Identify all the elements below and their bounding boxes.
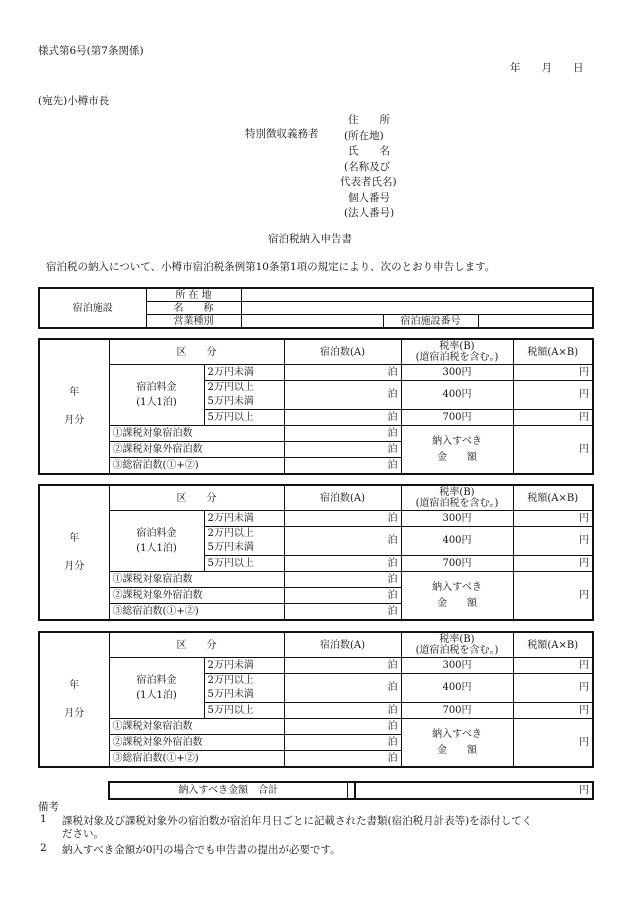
due-label-2: 金 額 bbox=[437, 744, 477, 756]
fee-label-1: 宿泊料金 bbox=[136, 528, 177, 539]
due-label-2: 金 額 bbox=[437, 451, 477, 463]
monthly-block-3 bbox=[38, 631, 594, 768]
sum-2-label: ②課税対象外宿泊数 bbox=[109, 442, 284, 458]
tax-3[interactable]: 円 bbox=[513, 410, 593, 426]
addressee: (宛先)小樽市長 bbox=[38, 95, 110, 107]
field-number-sub: (法人番号) bbox=[344, 207, 395, 219]
rate-2: 400円 bbox=[401, 527, 513, 556]
intro-text: 宿泊税の納入について、小樽市宿泊税条例第10条第1項の規定により、次のとおり申告します。 bbox=[46, 261, 496, 273]
header-tax: 税額(A×B) bbox=[513, 632, 593, 658]
sum-1-count[interactable]: 泊 bbox=[284, 426, 401, 442]
monthly-block-2 bbox=[38, 484, 594, 621]
note-1: 課税対象及び課税対象外の宿泊数が宿泊年月日ごとに記載された書類(宿泊税月計表等)を添付してく bbox=[62, 815, 533, 827]
sum-1-label: ①課税対象宿泊数 bbox=[109, 572, 284, 588]
monthly-block-1 bbox=[38, 338, 594, 475]
band-2a: 2万円以上 bbox=[207, 382, 254, 393]
due-amount[interactable]: 円 bbox=[513, 572, 593, 621]
count-3[interactable]: 泊 bbox=[284, 556, 401, 572]
count-2[interactable]: 泊 bbox=[284, 381, 401, 410]
band-2 bbox=[204, 527, 284, 556]
band-2b: 5万円未満 bbox=[207, 542, 254, 553]
facility-address-field[interactable] bbox=[241, 288, 593, 302]
header-count: 宿泊数(A) bbox=[284, 339, 401, 365]
tax-1[interactable]: 円 bbox=[513, 511, 593, 527]
fee-label-1: 宿泊料金 bbox=[136, 382, 177, 393]
header-kubun: 区 分 bbox=[109, 485, 284, 511]
month-year: 年 bbox=[69, 532, 80, 544]
count-1[interactable]: 泊 bbox=[284, 658, 401, 674]
band-3: 5万円以上 bbox=[204, 410, 284, 426]
band-2b: 5万円未満 bbox=[207, 396, 254, 407]
fee-label-2: (1人1泊) bbox=[136, 397, 177, 408]
facility-label: 宿泊施設 bbox=[39, 288, 146, 328]
field-address-sub: (所在地) bbox=[344, 129, 384, 142]
month-year: 年 bbox=[69, 679, 80, 691]
rate-1: 300円 bbox=[401, 658, 513, 674]
band-2a: 2万円以上 bbox=[207, 675, 254, 686]
note-1-cont: ださい。 bbox=[62, 828, 104, 840]
due-label-2: 金 額 bbox=[437, 597, 477, 609]
facility-name-label: 名 称 bbox=[146, 302, 241, 315]
total-label: 納入すべき金額 合計 bbox=[109, 782, 347, 799]
obligor-label: 特別徴収義務者 bbox=[245, 128, 319, 140]
header-tax: 税額(A×B) bbox=[513, 339, 593, 365]
due-label bbox=[401, 572, 513, 621]
header-rate-2: (道宿泊税を含む。) bbox=[415, 498, 499, 509]
sum-2-count[interactable]: 泊 bbox=[284, 735, 401, 751]
header-rate bbox=[401, 485, 513, 511]
tax-2[interactable]: 円 bbox=[513, 381, 593, 410]
month-label: 月分 bbox=[64, 414, 85, 426]
due-label-1: 納入すべき bbox=[432, 435, 482, 447]
facility-name-field[interactable] bbox=[241, 302, 593, 315]
form-number: 様式第6号(第7条関係) bbox=[38, 45, 144, 57]
header-kubun: 区 分 bbox=[109, 632, 284, 658]
due-label-1: 納入すべき bbox=[432, 728, 482, 740]
facility-number-field[interactable] bbox=[478, 315, 593, 329]
due-amount[interactable]: 円 bbox=[513, 719, 593, 768]
facility-table bbox=[38, 287, 594, 329]
rate-3: 700円 bbox=[401, 556, 513, 572]
sum-3-label: ③総宿泊数(①+②) bbox=[109, 458, 284, 475]
count-3[interactable]: 泊 bbox=[284, 410, 401, 426]
header-kubun: 区 分 bbox=[109, 339, 284, 365]
band-2a: 2万円以上 bbox=[207, 528, 254, 539]
month-cell[interactable] bbox=[39, 632, 109, 767]
form-title: 宿泊税納入申告書 bbox=[268, 233, 352, 245]
facility-type-field[interactable] bbox=[241, 315, 383, 329]
month-cell[interactable] bbox=[39, 485, 109, 620]
month-year: 年 bbox=[69, 386, 80, 398]
fee-label bbox=[109, 658, 204, 719]
header-tax: 税額(A×B) bbox=[513, 485, 593, 511]
sum-3-label: ③総宿泊数(①+②) bbox=[109, 604, 284, 621]
tax-1[interactable]: 円 bbox=[513, 365, 593, 381]
sum-3-count[interactable]: 泊 bbox=[284, 458, 401, 475]
tax-2[interactable]: 円 bbox=[513, 527, 593, 556]
header-count: 宿泊数(A) bbox=[284, 632, 401, 658]
header-rate bbox=[401, 632, 513, 658]
header-rate-2: (道宿泊税を含む。) bbox=[415, 645, 499, 656]
count-2[interactable]: 泊 bbox=[284, 674, 401, 703]
month-label: 月分 bbox=[64, 560, 85, 572]
field-name-sub: (名称及び bbox=[344, 160, 391, 173]
header-rate bbox=[401, 339, 513, 365]
note-1-number: 1 bbox=[40, 813, 47, 825]
facility-address-label: 所 在 地 bbox=[146, 288, 241, 302]
sum-2-count[interactable]: 泊 bbox=[284, 442, 401, 458]
header-rate-2: (道宿泊税を含む。) bbox=[415, 352, 499, 363]
field-number: 個人番号 bbox=[348, 191, 390, 204]
tax-3[interactable]: 円 bbox=[513, 556, 593, 572]
sum-1-label: ①課税対象宿泊数 bbox=[109, 719, 284, 735]
obligor-fields bbox=[340, 113, 397, 222]
count-1[interactable]: 泊 bbox=[284, 511, 401, 527]
field-rep: 代表者氏名) bbox=[340, 176, 397, 188]
notes-title: 備考 bbox=[38, 801, 59, 813]
header-count: 宿泊数(A) bbox=[284, 485, 401, 511]
note-2-number: 2 bbox=[40, 842, 47, 854]
due-label-1: 納入すべき bbox=[432, 581, 482, 593]
facility-number-label: 宿泊施設番号 bbox=[383, 315, 478, 329]
rate-2: 400円 bbox=[401, 381, 513, 410]
fee-label-1: 宿泊料金 bbox=[136, 675, 177, 686]
facility-type-label: 営業種別 bbox=[146, 315, 241, 329]
rate-1: 300円 bbox=[401, 365, 513, 381]
fee-label bbox=[109, 511, 204, 572]
header-rate-1: 税率(B) bbox=[439, 487, 475, 498]
total-row bbox=[108, 781, 594, 800]
due-label bbox=[401, 426, 513, 475]
sum-2-label: ②課税対象外宿泊数 bbox=[109, 588, 284, 604]
month-label: 月分 bbox=[64, 707, 85, 719]
header-rate-1: 税率(B) bbox=[439, 634, 475, 645]
field-name: 氏 名 bbox=[348, 145, 390, 157]
rate-3: 700円 bbox=[401, 703, 513, 719]
sum-2-label: ②課税対象外宿泊数 bbox=[109, 735, 284, 751]
band-1: 2万円未満 bbox=[204, 511, 284, 527]
sum-3-label: ③総宿泊数(①+②) bbox=[109, 751, 284, 768]
header-rate-1: 税率(B) bbox=[439, 341, 475, 352]
rate-1: 300円 bbox=[401, 511, 513, 527]
total-gap bbox=[347, 782, 355, 799]
band-1: 2万円未満 bbox=[204, 365, 284, 381]
band-1: 2万円未満 bbox=[204, 658, 284, 674]
count-3[interactable]: 泊 bbox=[284, 703, 401, 719]
note-2: 納入すべき金額が0円の場合でも申告書の提出が必要です。 bbox=[62, 844, 341, 856]
sum-3-count[interactable]: 泊 bbox=[284, 751, 401, 768]
sum-2-count[interactable]: 泊 bbox=[284, 588, 401, 604]
fee-label-2: (1人1泊) bbox=[136, 543, 177, 554]
band-2 bbox=[204, 381, 284, 410]
date-line: 年 月 日 bbox=[510, 62, 584, 74]
due-label bbox=[401, 719, 513, 768]
tax-2[interactable]: 円 bbox=[513, 674, 593, 703]
band-2 bbox=[204, 674, 284, 703]
band-3: 5万円以上 bbox=[204, 556, 284, 572]
total-amount[interactable]: 円 bbox=[355, 782, 593, 799]
tax-3[interactable]: 円 bbox=[513, 703, 593, 719]
count-2[interactable]: 泊 bbox=[284, 527, 401, 556]
sum-3-count[interactable]: 泊 bbox=[284, 604, 401, 621]
sum-1-count[interactable]: 泊 bbox=[284, 572, 401, 588]
due-amount[interactable]: 円 bbox=[513, 426, 593, 475]
field-address: 住 所 bbox=[348, 114, 390, 126]
fee-label bbox=[109, 365, 204, 426]
tax-1[interactable]: 円 bbox=[513, 658, 593, 674]
rate-3: 700円 bbox=[401, 410, 513, 426]
count-1[interactable]: 泊 bbox=[284, 365, 401, 381]
sum-1-count[interactable]: 泊 bbox=[284, 719, 401, 735]
fee-label-2: (1人1泊) bbox=[136, 690, 177, 701]
rate-2: 400円 bbox=[401, 674, 513, 703]
sum-1-label: ①課税対象宿泊数 bbox=[109, 426, 284, 442]
band-2b: 5万円未満 bbox=[207, 689, 254, 700]
band-3: 5万円以上 bbox=[204, 703, 284, 719]
month-cell[interactable] bbox=[39, 339, 109, 474]
